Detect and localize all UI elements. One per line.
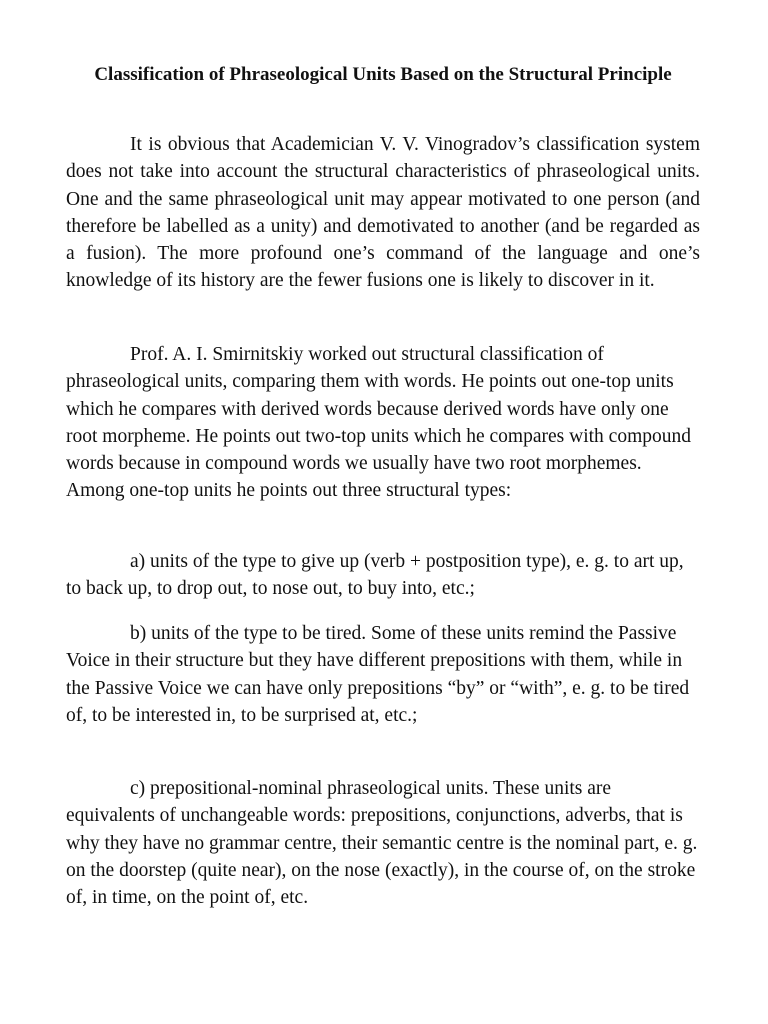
document-title: Classification of Phraseological Units Based on the Structural Principle <box>94 64 672 85</box>
paragraph-type-a: a) units of the type to give up (verb + postposition type), e. g. to art up, to back up, to drop out, to nose out, to buy into, etc.; <box>66 551 684 600</box>
paragraph-smirnitskiy-classification: Prof. A. I. Smirnitskiy worked out structural classification of phraseological units, comparing them with words. He points out one-top units which he compares with derived words because derived words have only one root morpheme. He points out two-top units which he compares with compound words because in compound words we usually have two root morphemes. Among one-top units he points out three structural types: <box>66 344 691 502</box>
paragraph-type-c: c) prepositional-nominal phraseological units. These units are equivalents of unchangeable words: prepositions, conjunctions, adverbs, that is why they have no grammar centre, their semantic centre is the nominal part, e. g. on the doorstep (quite near), on the nose (exactly), in the course of, on the stroke of, in time, on the point of, etc. <box>66 778 698 909</box>
paragraph-vinogradov-critique: It is obvious that Academician V. V. Vinogradov’s classification system does not take into account the structural characteristics of phraseological units. One and the same phraseological unit may appear motivated to one person (and therefore be labelled as a unity) and demotivated to another (and be regarded as a fusion). The more profound one’s command of the language and one’s knowledge of its history are the fewer fusions one is likely to discover in it. <box>66 134 700 292</box>
paragraph-type-b: b) units of the type to be tired. Some of these units remind the Passive Voice in their structure but they have different prepositions with them, while in the Passive Voice we can have only prepositions “by” or “with”, e. g. to be tired of, to be interested in, to be surprised at, etc.; <box>66 623 690 726</box>
